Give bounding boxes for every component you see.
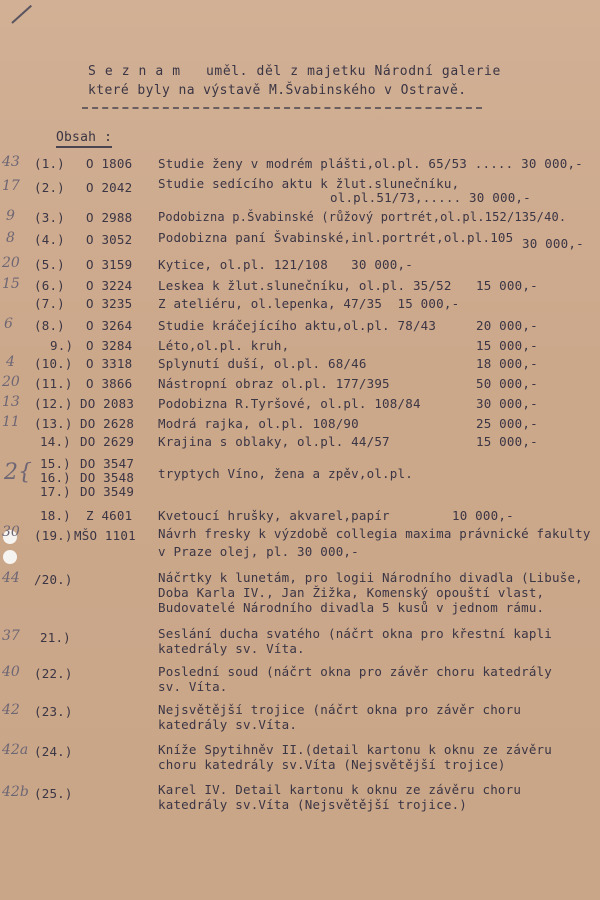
handwritten-number: 11: [2, 414, 20, 430]
handwritten-number: 37: [2, 628, 20, 644]
item-number: 21.): [40, 630, 71, 645]
item-description: Léto,ol.pl. kruh,: [158, 338, 290, 353]
handwritten-number: 20: [2, 374, 20, 390]
item-number: 18.): [40, 508, 71, 523]
item-number: (5.): [34, 257, 65, 272]
inventory-number: MŠO 1101: [74, 528, 136, 543]
item-description: Kvetoucí hrušky, akvarel,papír: [158, 508, 390, 523]
inventory-number: DO 3547: [80, 456, 135, 471]
handwritten-number: 42: [2, 702, 20, 718]
item-number: (6.): [34, 278, 65, 293]
item-number: (3.): [34, 210, 65, 225]
item-description: Podobizna p.Švabinské (růžový portrét,ol.pl.152/135/40.: [158, 210, 567, 224]
inventory-number: DO 2083: [80, 396, 135, 411]
handwritten-number: 6: [4, 316, 13, 332]
item-number: /20.): [34, 572, 73, 587]
item-description-cont: Budovatelé Národního divadla 5 kusů v jednom rámu.: [158, 600, 545, 615]
item-description: Poslední soud (náčrt okna pro závěr choru katedrály: [158, 664, 553, 679]
item-number: 14.): [40, 434, 71, 449]
item-number: 9.): [50, 338, 74, 353]
item-description-cont: v Praze olej, pl. 30 000,-: [158, 544, 359, 559]
item-number: (7.): [34, 296, 65, 311]
item-description: Studie ženy v modrém plášti,ol.pl. 65/53 ..... 30 000,-: [158, 156, 583, 171]
punch-hole: [3, 550, 17, 564]
item-description: Náčrtky k lunetám, pro logii Národního divadla (Libuše,: [158, 570, 583, 585]
inventory-number: DO 3548: [80, 470, 135, 485]
inventory-number: DO 3549: [80, 484, 135, 499]
item-description-cont: choru katedrály sv.Víta (Nejsvětější trojice): [158, 757, 506, 772]
item-number: (13.): [34, 416, 73, 431]
item-description: Studie sedícího aktu k žlut.slunečníku,: [158, 176, 460, 191]
item-description: Nejsvětější trojice (náčrt okna pro závěr choru: [158, 702, 522, 717]
item-price: 30 000,-: [522, 236, 584, 251]
inventory-number: DO 2628: [80, 416, 135, 431]
item-description: Z ateliéru, ol.lepenka, 47/35 15 000,-: [158, 296, 460, 311]
item-number: 16.): [40, 470, 71, 485]
inventory-number: O 3235: [86, 296, 133, 311]
item-number: (12.): [34, 396, 73, 411]
handwritten-number: 40: [2, 664, 20, 680]
inventory-number: O 1806: [86, 156, 133, 171]
inventory-number: O 3264: [86, 318, 133, 333]
item-number: (10.): [34, 356, 73, 371]
item-description-cont: katedrály sv.Víta.: [158, 717, 298, 732]
item-description: Kníže Spytihněv II.(detail kartonu k oknu ze závěru: [158, 742, 553, 757]
item-number: (2.): [34, 180, 65, 195]
item-description: Leskea k žlut.slunečníku, ol.pl. 35/52: [158, 278, 452, 293]
item-description: tryptych Víno, žena a zpěv,ol.pl.: [158, 466, 413, 481]
item-description: Seslání ducha svatého (náčrt okna pro křestní kapli: [158, 626, 553, 641]
title-line-2: které byly na výstavě M.Švabinského v Ostravě.: [88, 83, 467, 98]
item-description: Podobizna paní Švabinské,inl.portrét,ol.pl.105: [158, 230, 514, 245]
inventory-number: Z 4601: [86, 508, 133, 523]
handwritten-number: 4: [6, 354, 15, 370]
item-price: 50 000,-: [476, 376, 538, 391]
item-description: Modrá rajka, ol.pl. 108/90: [158, 416, 359, 431]
inventory-number: O 3284: [86, 338, 133, 353]
title-underline: [82, 107, 482, 109]
item-price: 20 000,-: [476, 318, 538, 333]
item-description-cont: sv. Víta.: [158, 679, 228, 694]
item-number: (11.): [34, 376, 73, 391]
inventory-number: O 3318: [86, 356, 133, 371]
item-number: (4.): [34, 232, 65, 247]
item-description-cont: ol.pl.51/73,..... 30 000,-: [330, 190, 531, 205]
handwritten-number: 42b: [2, 784, 29, 800]
item-description-cont: katedrály sv. Víta.: [158, 641, 305, 656]
item-number: (22.): [34, 666, 73, 681]
item-description-cont: katedrály sv.Víta (Nejsvětější trojice.): [158, 797, 468, 812]
item-price: 18 000,-: [476, 356, 538, 371]
handwritten-number: 8: [6, 230, 15, 246]
handwritten-number: 20: [2, 255, 20, 271]
item-number: (24.): [34, 744, 73, 759]
inventory-number: O 2042: [86, 180, 133, 195]
item-description: Nástropní obraz ol.pl. 177/395: [158, 376, 390, 391]
handwritten-bracket: 2{: [4, 460, 32, 485]
handwritten-number: 44: [2, 570, 20, 586]
inventory-number: O 2988: [86, 210, 133, 225]
handwritten-number: 9: [6, 208, 15, 224]
inventory-number: O 3159: [86, 257, 133, 272]
item-number: (23.): [34, 704, 73, 719]
item-number: (8.): [34, 318, 65, 333]
item-description: Studie kráčejícího aktu,ol.pl. 78/43: [158, 318, 437, 333]
item-price: 10 000,-: [452, 508, 514, 523]
item-description: Krajina s oblaky, ol.pl. 44/57: [158, 434, 390, 449]
section-heading: Obsah :: [56, 130, 112, 148]
item-number: (19.): [34, 528, 73, 543]
item-price: 15 000,-: [476, 338, 538, 353]
pencil-mark: [11, 5, 32, 24]
title-line-1: S e z n a m uměl. děl z majetku Národní galerie: [88, 64, 501, 79]
item-description-cont: Doba Karla IV., Jan Žižka, Komenský opouští vlast,: [158, 585, 545, 600]
item-price: 30 000,-: [476, 396, 538, 411]
handwritten-number: 17: [2, 178, 20, 194]
item-number: (25.): [34, 786, 73, 801]
inventory-number: O 3866: [86, 376, 133, 391]
inventory-number: O 3224: [86, 278, 133, 293]
item-description: Splynutí duší, ol.pl. 68/46: [158, 356, 367, 371]
inventory-number: O 3052: [86, 232, 133, 247]
handwritten-number: 13: [2, 394, 20, 410]
item-description: Návrh fresky k výzdobě collegia maxima právnické fakulty: [158, 526, 591, 541]
item-price: 25 000,-: [476, 416, 538, 431]
handwritten-number: 43: [2, 154, 20, 170]
item-number: 15.): [40, 456, 71, 471]
item-price: 15 000,-: [476, 278, 538, 293]
handwritten-number: 15: [2, 276, 20, 292]
handwritten-number: 30: [2, 524, 20, 540]
item-description: Kytice, ol.pl. 121/108 30 000,-: [158, 257, 413, 272]
item-description: Karel IV. Detail kartonu k oknu ze závěru choru: [158, 782, 522, 797]
item-number: 17.): [40, 484, 71, 499]
item-description: Podobizna R.Tyršové, ol.pl. 108/84: [158, 396, 421, 411]
inventory-number: DO 2629: [80, 434, 135, 449]
item-price: 15 000,-: [476, 434, 538, 449]
handwritten-number: 42a: [2, 742, 29, 758]
item-number: (1.): [34, 156, 65, 171]
